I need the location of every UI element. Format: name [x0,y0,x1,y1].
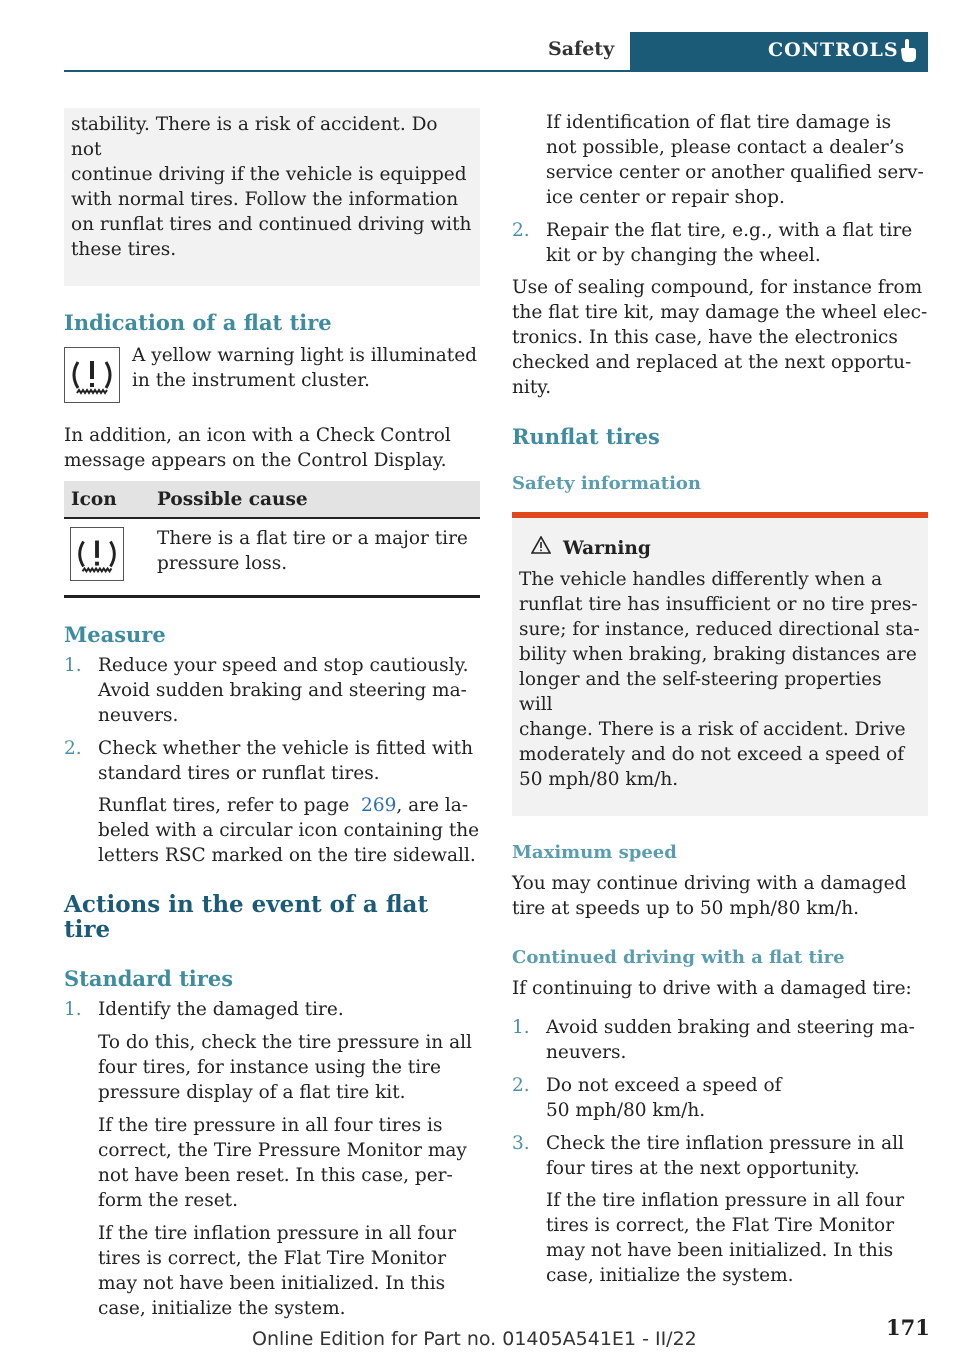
cause-table [64,481,480,598]
warning-box [512,512,928,816]
body-text: the flat tire kit, may damage the wheel elec- [512,302,928,323]
list-item [64,736,480,786]
warning-text: sure; for instance, reduced directional sta- [519,619,920,640]
sub-text: If the tire inflation pressure in all four [98,1223,457,1244]
section-title: Safety [548,38,615,60]
list-number: 2. [512,1075,530,1096]
warning-triangle-icon [531,536,551,561]
list-text: kit or by changing the wheel. [546,245,821,266]
list-text: Avoid sudden braking and steering ma- [98,680,467,701]
flat-tire-warning-icon [64,347,120,403]
page-number: 171 [886,1315,930,1340]
cause-text: pressure loss. [157,553,288,574]
right-column [512,108,928,1288]
sub-text: may not have been initialized. In this [98,1273,446,1294]
sub-text: If the tire pressure in all four tires is [98,1115,443,1136]
note-line: stability. There is a risk of accident. Do not [71,114,438,160]
sub-text: tires is correct, the Flat Tire Monitor [546,1215,895,1236]
sub-text: To do this, check the tire pressure in all [98,1032,472,1053]
body-text: If continuing to drive with a damaged tire: [512,978,912,999]
table-row-cause-cell [157,518,480,597]
list-text: Avoid sudden braking and steering ma- [546,1017,915,1038]
max-speed-heading: Maximum speed [512,842,677,863]
measure-heading: Measure [64,622,166,647]
list-item [64,997,480,1022]
list-text: Check whether the vehicle is fitted with [98,738,473,759]
actions-heading: Actions in the event of a flat tire [64,891,429,943]
standard-subtext [64,1221,480,1321]
warning-text: bility when braking, braking distances are [519,644,917,665]
body-text: tire at speeds up to 50 mph/80 km/h. [512,898,860,919]
standard-subtext [64,1113,480,1213]
header-rule [64,70,928,72]
body-text: tronics. In this case, have the electronics [512,327,898,348]
sub-text: correct, the Tire Pressure Monitor may [98,1140,467,1161]
sub-text: letters RSC marked on the tire sidewall. [98,845,476,866]
standard-subtext [64,1030,480,1105]
sub-text: not possible, please contact a dealer’s [546,137,905,158]
note-line: with normal tires. Follow the information [71,189,459,210]
sealing-paragraph [512,275,928,400]
body-text: checked and replaced at the next opportu- [512,352,912,373]
list-text: Reduce your speed and stop cautiously. [98,655,469,676]
sub-text: beled with a circular icon containing the [98,820,480,841]
chapter-title: CONTROLS [768,39,899,61]
indication-block [64,343,480,403]
continued-heading: Continued driving with a flat tire [512,947,845,968]
sub-text: , are la- [396,795,469,816]
sub-text: pressure display of a flat tire kit. [98,1082,406,1103]
warning-text: moderately and do not exceed a speed of [519,744,905,765]
note-line: these tires. [71,239,177,260]
standard-tires-heading: Standard tires [64,966,234,991]
sub-text: If identification of flat tire damage is [546,112,892,133]
table-header-icon: Icon [64,481,157,518]
sub-text: tires is correct, the Flat Tire Monitor [98,1248,447,1269]
cause-text: There is a flat tire or a major tire [157,528,468,549]
list-text: 50 mph/80 km/h. [546,1100,706,1121]
list-text: Repair the flat tire, e.g., with a flat tire [546,220,913,241]
list-number: 1. [64,999,82,1020]
body-text: Use of sealing compound, for instance from [512,277,923,298]
list-item [512,1131,928,1181]
sub-text: If the tire inflation pressure in all four [546,1190,905,1211]
list-number: 2. [64,738,82,759]
indication-text: in the instrument cluster. [132,370,370,391]
list-item [512,1015,928,1065]
list-number: 1. [64,655,82,676]
list-text: standard tires or runflat tires. [98,763,380,784]
note-line: on runflat tires and continued driving with [71,214,472,235]
sub-text: service center or another qualified serv- [546,162,924,183]
list-text: neuvers. [546,1042,627,1063]
measure-subtext [64,793,480,868]
page-reference-link[interactable]: 269 [361,795,397,816]
addition-text: message appears on the Control Display. [64,450,447,471]
body-text: You may continue driving with a damaged [512,873,907,894]
sub-text: not have been reset. In this case, per- [98,1165,453,1186]
list-text: Identify the damaged tire. [98,999,344,1020]
list-text: Check the tire inflation pressure in all [546,1133,904,1154]
flat-tire-warning-icon [70,527,124,581]
indication-heading: Indication of a flat tire [64,310,332,335]
sub-text: case, initialize the system. [98,1298,346,1319]
body-text: nity. [512,377,552,398]
runflat-heading: Runflat tires [512,424,660,449]
warning-title: Warning [563,538,651,559]
list-item [512,218,928,268]
warning-text: runflat tire has insufficient or no tire pres- [519,594,918,615]
continued-subtext [512,108,928,210]
list-item [64,653,480,728]
hand-pointer-icon [898,38,918,69]
list-text: neuvers. [98,705,179,726]
sub-text: case, initialize the system. [546,1265,794,1286]
sub-text: ice center or repair shop. [546,187,785,208]
safety-info-heading: Safety information [512,473,702,494]
list-number: 2. [512,220,530,241]
sub-text: form the reset. [98,1190,238,1211]
addition-text: In addition, an icon with a Check Control [64,425,451,446]
sub-text: Runflat tires, refer to page [98,795,350,816]
edition-footer: Online Edition for Part no. 01405A541E1 - II/22 [252,1328,697,1350]
continued-subtext [512,1188,928,1288]
note-box [64,108,480,286]
sub-text: may not have been initialized. In this [546,1240,894,1261]
list-item [512,1073,928,1123]
table-row-icon-cell [64,518,157,597]
chapter-tab [630,32,928,71]
warning-text: 50 mph/80 km/h. [519,769,679,790]
table-header-cause: Possible cause [157,481,480,518]
list-text: four tires at the next opportunity. [546,1158,860,1179]
left-column [64,108,480,1321]
warning-text: change. There is a risk of accident. Drive [519,719,906,740]
warning-text: The vehicle handles differently when a [519,569,883,590]
sub-text: four tires, for instance using the tire [98,1057,441,1078]
note-line: continue driving if the vehicle is equipped [71,164,467,185]
warning-text: longer and the self-steering properties will [519,669,882,715]
indication-text: A yellow warning light is illuminated [132,345,477,366]
list-number: 1. [512,1017,530,1038]
list-number: 3. [512,1133,530,1154]
list-text: Do not exceed a speed of [546,1075,782,1096]
